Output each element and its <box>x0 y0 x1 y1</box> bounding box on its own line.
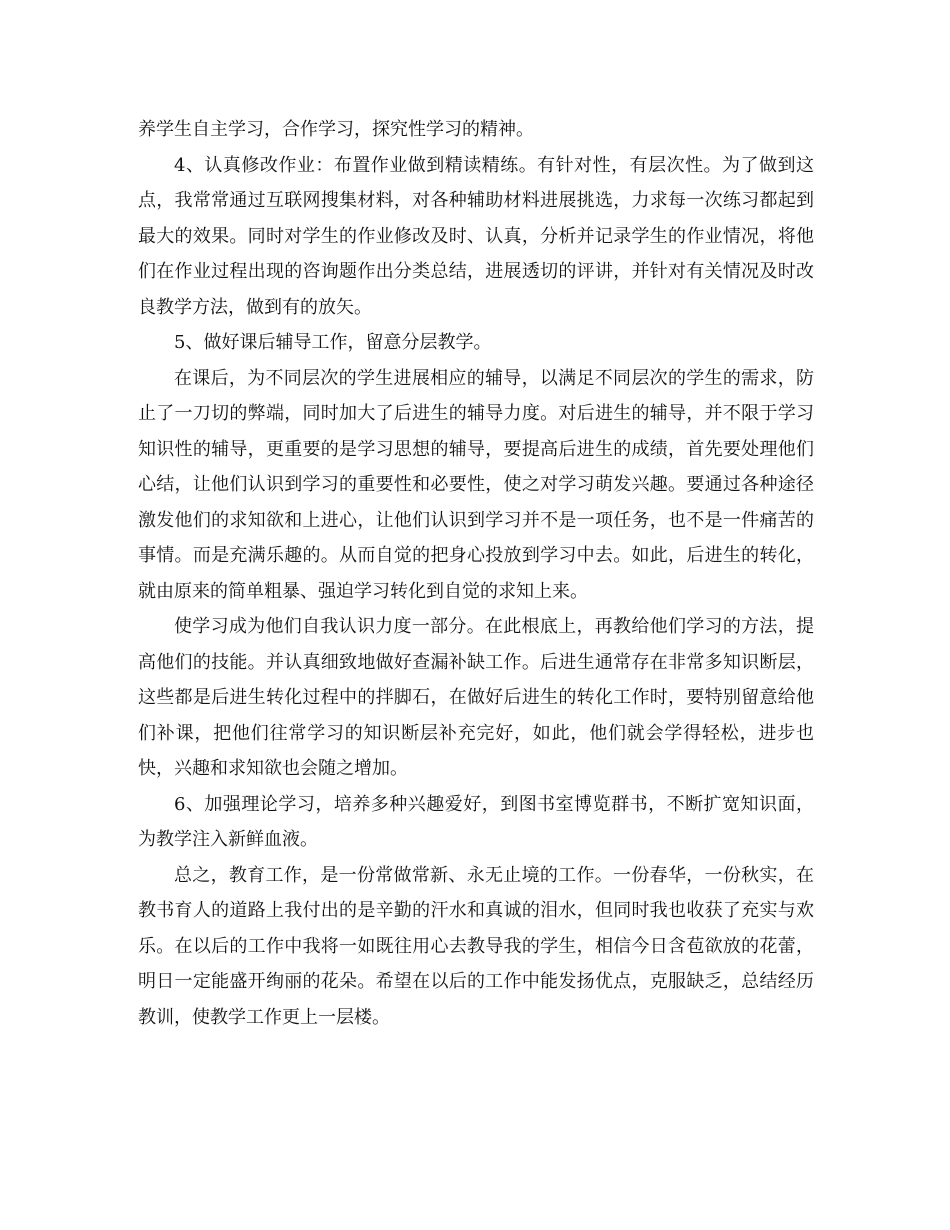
paragraph-7: 总之，教育工作，是一份常做常新、永无止境的工作。一份春华，一份秋实，在教书育人的道路上我付出的是辛勤的汗水和真诚的泪水，但同时我也收获了充实与欢乐。在以后的工作中我将一如既往用心去教导我的学生，相信今日含苞欲放的花蕾，明日一定能盛开绚丽的花朵。希望在以后的工作中能发扬优点，克服缺乏，总结经历教训，使教学工作更上一层楼。 <box>138 864 814 1028</box>
paragraph-1: 养学生自主学习，合作学习，探究性学习的精神。 <box>138 119 534 140</box>
paragraph-2: 4、认真修改作业：布置作业做到精读精练。有针对性，有层次性。为了做到这点，我常常通过互联网搜集材料，对各种辅助材料进展挑选，力求每一次练习都起到最大的效果。同时对学生的作业修改及时、认真，分析并记录学生的作业情况，将他们在作业过程出现的咨询题作出分类总结，进展透切的评讲，并针对有关情况及时改良教学方法，做到有的放矢。 <box>138 154 814 318</box>
paragraph-6: 6、加强理论学习，培养多种兴趣爱好，到图书室博览群书，不断扩宽知识面，为教学注入新鲜血液。 <box>138 793 814 850</box>
paragraph-5: 使学习成为他们自我认识力度一部分。在此根底上，再教给他们学习的方法，提高他们的技能。并认真细致地做好查漏补缺工作。后进生通常存在非常多知识断层，这些都是后进生转化过程中的拌脚石，在做好后进生的转化工作时，要特别留意给他们补课，把他们往常学习的知识断层补充完好，如此，他们就会学得轻松，进步也快，兴趣和求知欲也会随之增加。 <box>138 616 814 779</box>
paragraph-3: 5、做好课后辅导工作，留意分层教学。 <box>174 332 492 353</box>
paragraph-4: 在课后，为不同层次的学生进展相应的辅导，以满足不同层次的学生的需求，防止了一刀切的弊端，同时加大了后进生的辅导力度。对后进生的辅导，并不限于学习知识性的辅导，更重要的是学习思想的辅导，要提高后进生的成绩，首先要处理他们心结，让他们认识到学习的重要性和必要性，使之对学习萌发兴趣。要通过各种途径激发他们的求知欲和上进心，让他们认识到学习并不是一项任务，也不是一件痛苦的事情。而是充满乐趣的。从而自觉的把身心投放到学习中去。如此，后进生的转化，就由原来的简单粗暴、强迫学习转化到自觉的求知上来。 <box>138 367 814 602</box>
document-body <box>138 112 814 1035</box>
